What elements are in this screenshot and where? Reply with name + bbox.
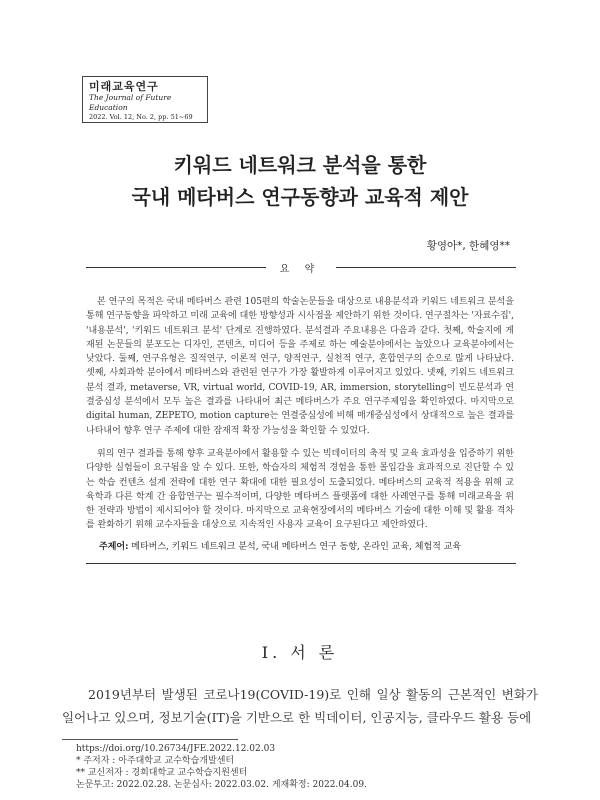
journal-info-box: [82, 76, 208, 123]
abstract-paragraph-2-text: 위의 연구 결과를 통해 향후 교육분야에서 활용할 수 있는 빅데이터의 축적 및 교육 효과성을 입증하기 위한 다양한 실험들이 요구됨을 알 수 있다. 또한, 학습자의 체험적 경험을 통한 몰입감을 효과적으로 진단할 수 있는 학습 컨텐츠 설계 전략에 대한 연구 확대에 대한 필요성이 도출되었다. 메타버스의 교육적 적용을 위해 교육학과 다른 학계 간 융합연구는 필수적이며, 다양한 메타버스 플랫폼에 대한 사례연구를 통해 미래교육을 위한 전략과 방법이 제시되어야 할 것이다. 마지막으로 교육현장에서의 메타버스 기술에 대한 이해 및 활용 격차를 완화하기 위해 교수자들을 대상으로 지속적인 사용자 교육이 요구된다고 제안하였다.: [86, 449, 514, 531]
abstract-paragraph-1: [86, 295, 514, 438]
abstract-paragraph-1-text: 본 연구의 목적은 국내 메타버스 관련 105편의 학술논문들을 대상으로 내용분석과 키워드 네트워크 분석을 통해 연구동향을 파악하고 미래 교육에 대한 방향성과 시사점을 제안하기 위한 것이다. 연구절차는 '자료수집', '내용분석', '키워드 네트워크 분석' 단계로 진행하였다. 분석결과 주요내용은 다음과 같다. 첫째, 학술지에 게재된 논문들의 분포도는 디자인, 콘텐츠, 미디어 등을 주제로 하는 예술분야에서는 높았으나 교육분야에서는 낮았다. 둘째, 연구유형은 질적연구, 이론적 연구, 양적연구, 실천적 연구, 혼합연구의 순으로 많게 나타났다. 셋째, 사회과학 분야에서 메타버스와 관련된 연구가 가장 활발하게 이루어지고 있었다. 넷째, 키워드 네트워크 분석 결과, metaverse, VR, virtual world, COVID-19, AR, immersion, storytelling이 빈도분석과 연결중심성 분석에서 모두 높은 결과를 나타내어 최근 메타버스가 주요 연구주제임을 확인하였다. 마지막으로 digital human, ZEPETO, motion capture는 연결중심성에 비해 매개중심성에서 상대적으로 높은 결과를 나타내어 향후 연구 주제에 대한 잠재적 확장 가능성을 확인할 수 있었다.: [86, 297, 514, 436]
abstract-heading: 요 약: [279, 264, 321, 275]
footnote-corresponding-author: ** 교신저자 : 경희대학교 교수학습지원센터: [76, 768, 248, 778]
introduction-paragraph: 2019년부터 발생된 코로나19(COVID-19)로 인해 일상 활동의 근본적인 변화가 일어나고 있으며, 정보기술(IT)을 기반으로 한 빅데이터, 인공지능, 클라우드 활용 등에: [62, 687, 538, 725]
keywords-text: 메타버스, 키워드 네트워크 분석, 국내 메타버스 연구 동향, 온라인 교육, 체험적 교육: [131, 542, 462, 552]
introduction-body: [62, 683, 538, 729]
footnotes: [76, 743, 367, 791]
journal-name-korean: 미래교육연구: [89, 80, 159, 93]
paper-title-line1: 키워드 네트워크 분석을 통한: [173, 153, 427, 177]
abstract-paragraph-2: [86, 447, 514, 533]
footnote-rule: [62, 739, 238, 740]
paper-authors: 황영아*, 한혜영**: [426, 240, 510, 252]
abstract-bottom-rule: [86, 563, 516, 564]
section-heading-introduction: Ⅰ. 서 론: [261, 643, 339, 662]
journal-volume-pages: 2022. Vol. 12, No. 2, pp. 51~69: [89, 113, 193, 121]
abstract-rule-right: [336, 267, 516, 268]
doi-link[interactable]: https://doi.org/10.26734/JFE.2022.12.02.03: [76, 744, 276, 754]
journal-name-english: The Journal of Future Education: [89, 93, 172, 112]
footnote-submission-dates: 논문투고: 2022.02.28. 논문심사: 2022.03.02. 게재확정: 2022.04.09.: [76, 780, 367, 790]
keywords-label: 주제어:: [99, 542, 129, 552]
keywords-line: [99, 541, 519, 553]
footnote-first-author: * 주저자 : 아주대학교 교수학습개발센터: [76, 756, 235, 766]
paper-title-line2: 국내 메타버스 연구동향과 교육적 제안: [131, 185, 469, 209]
